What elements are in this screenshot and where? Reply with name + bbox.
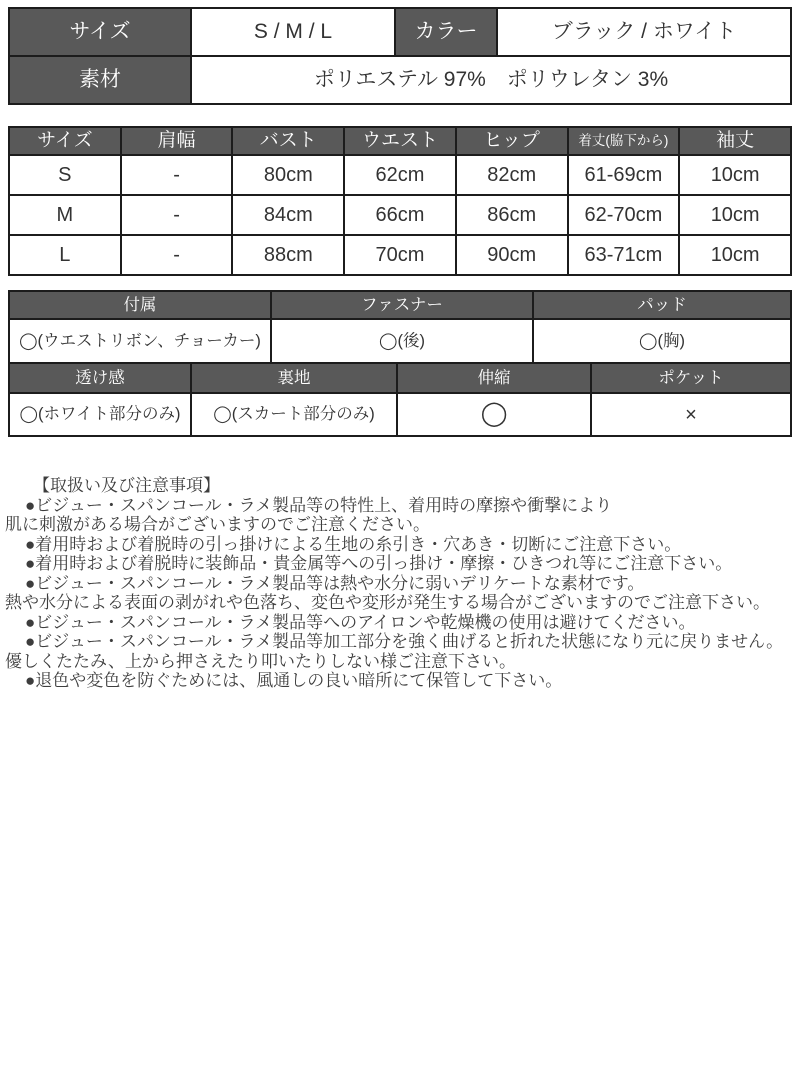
feature-header-accessories: 付属 (10, 292, 270, 318)
feature-header-pad: パッド (534, 292, 790, 318)
care-note-line: ●ビジュー・スパンコール・ラメ製品等へのアイロンや乾燥機の使用は避けてください。 (25, 612, 696, 632)
measurement-cell: 10cm (680, 236, 790, 274)
measurements-header-shoulder: 肩幅 (122, 128, 232, 154)
feature-header-lining: 裏地 (192, 364, 396, 392)
color-label-cell: カラー (396, 9, 496, 55)
feature-value-sheerness: ◯(ホワイト部分のみ) (10, 394, 190, 435)
spec-table (8, 7, 792, 105)
features-table (8, 290, 792, 437)
measurements-header-sleeve: 袖丈 (680, 128, 790, 154)
feature-header-sheerness: 透け感 (10, 364, 190, 392)
measurement-cell: 88cm (233, 236, 343, 274)
measurement-cell: - (122, 196, 232, 234)
feature-value-pocket: × (592, 394, 790, 435)
measurement-cell: 82cm (457, 156, 567, 194)
care-notes (0, 476, 800, 691)
care-note-line: ●着用時および着脱時に装飾品・貴金属等への引っ掛け・摩擦・ひきつれ等にご注意下さい。 (25, 554, 733, 573)
measurement-cell: 62-70cm (569, 196, 679, 234)
care-note-line: ●ビジュー・スパンコール・ラメ製品等加工部分を強く曲げると折れた状態になり元に戻りません。 (25, 632, 784, 651)
measurement-cell: M (10, 196, 120, 234)
measurement-cell: 90cm (457, 236, 567, 274)
measurement-cell: - (122, 156, 232, 194)
care-note-line: ●ビジュー・スパンコール・ラメ製品等の特性上、着用時の摩擦や衝撃により (25, 495, 613, 515)
measurement-cell: 61-69cm (569, 156, 679, 194)
size-value-cell: S / M / L (192, 9, 394, 55)
feature-header-pocket: ポケット (592, 364, 790, 392)
feature-value-zipper: ◯(後) (272, 320, 532, 362)
measurement-cell: 63-71cm (569, 236, 679, 274)
care-note-line: ●退色や変色を防ぐためには、風通しの良い暗所にて保管して下さい。 (25, 671, 563, 690)
care-note-line: ●着用時および着脱時の引っ掛けによる生地の糸引き・穴あき・切断にご注意下さい。 (25, 534, 682, 554)
measurements-header-hip: ヒップ (457, 128, 567, 154)
care-note-line: 優しくたたみ、上から押さえたり叩いたりしない様ご注意下さい。 (5, 651, 517, 671)
feature-value-accessories: ◯(ウエストリボン、チョーカー) (10, 320, 270, 362)
care-note-line: 肌に刺激がある場合がございますのでご注意ください。 (5, 515, 430, 534)
measurement-cell: 10cm (680, 156, 790, 194)
measurements-header-waist: ウエスト (345, 128, 455, 154)
measurements-header-bust: バスト (233, 128, 343, 154)
feature-header-stretch: 伸縮 (398, 364, 590, 392)
care-note-line: 熱や水分による表面の剥がれや色落ち、変色や変形が発生する場合がございますのでご注意下さい。 (5, 593, 770, 612)
feature-value-pad: ◯(胸) (534, 320, 790, 362)
measurement-cell: 70cm (345, 236, 455, 274)
material-label-cell: 素材 (10, 57, 190, 103)
care-note-line: ●ビジュー・スパンコール・ラメ製品等は熱や水分に弱いデリケートな素材です。 (25, 573, 645, 593)
measurements-header-size: サイズ (10, 128, 120, 154)
color-value-cell: ブラック / ホワイト (498, 9, 790, 55)
measurements-table (8, 126, 792, 276)
feature-value-lining: ◯(スカート部分のみ) (192, 394, 396, 435)
measurement-cell: 10cm (680, 196, 790, 234)
measurement-cell: 86cm (457, 196, 567, 234)
feature-header-zipper: ファスナー (272, 292, 532, 318)
care-notes-title: 【取扱い及び注意事項】 (33, 476, 220, 495)
measurement-cell: 66cm (345, 196, 455, 234)
measurement-cell: S (10, 156, 120, 194)
size-label-cell: サイズ (10, 9, 190, 55)
feature-value-stretch: ◯ (398, 394, 590, 435)
measurement-cell: L (10, 236, 120, 274)
measurement-cell: 62cm (345, 156, 455, 194)
measurement-cell: - (122, 236, 232, 274)
measurements-header-length: 着丈(脇下から) (569, 128, 679, 154)
measurement-cell: 84cm (233, 196, 343, 234)
measurement-cell: 80cm (233, 156, 343, 194)
material-value-cell: ポリエステル 97% ポリウレタン 3% (192, 57, 790, 103)
